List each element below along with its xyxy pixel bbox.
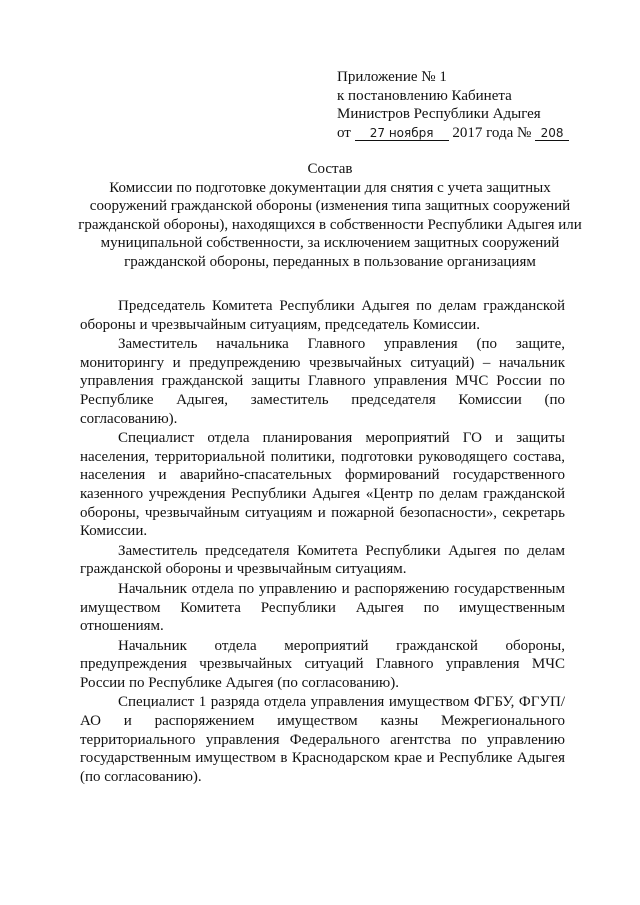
year-text: 2017 года №: [452, 124, 532, 141]
title-subheading: Комиссии по подготовке документации для снятия с учета защитных сооружений гражданской обороны (изменения типа защитных сооружений гражданской обороны), находящихся в собственности Республики Адыгея или муниципальной собственности, за исключением защитных сооружений гражданской обороны, переданных в пользование организациям: [78, 179, 582, 270]
handwritten-date: 27 ноября: [355, 126, 449, 141]
member-paragraph: Специалист 1 разряда отдела управления имуществом ФГБУ, ФГУП/АО и распоряжением имуществом казны Межрегионального территориального управления Федерального агентства по управлению государственным имуществом в Краснодарском крае и Республике Адыгея (по согласованию).: [80, 694, 565, 785]
member-paragraph: Специалист отдела планирования мероприятий ГО и защиты населения, территориальной политики, подготовки руководящего состава, населения и аварийно-спасательных формирований государственного казенного учреждения Республики Адыгея «Центр по делам гражданской обороны, чрезвычайным ситуациям и пожарной безопасности», секретарь Комиссии.: [80, 430, 565, 540]
members-list: [80, 297, 565, 787]
annex-header: [337, 68, 577, 142]
date-prefix: от: [337, 124, 351, 141]
member-paragraph: Начальник отдела мероприятий гражданской обороны, предупреждения чрезвычайных ситуаций Главного управления МЧС России по Республике Адыгея (по согласованию).: [80, 637, 565, 691]
document-title: [70, 160, 590, 271]
handwritten-number: 208: [535, 126, 569, 141]
title-heading: Состав: [307, 161, 353, 177]
member-paragraph: Заместитель председателя Комитета Республики Адыгея по делам гражданской обороны и чрезвычайным ситуациям.: [80, 542, 565, 578]
annex-date-line: [337, 124, 577, 143]
member-paragraph: Председатель Комитета Республики Адыгея по делам гражданской обороны и чрезвычайным ситуациям, председатель Комиссии.: [80, 298, 565, 333]
annex-line-1: Приложение № 1: [337, 69, 447, 85]
member-paragraph: Заместитель начальника Главного управления (по защите, мониторингу и предупреждению чрезвычайных ситуаций) – начальник управления гражданской защиты Главного управления МЧС России по Республике Адыгея, заместитель председателя Комиссии (по согласованию).: [80, 336, 565, 427]
annex-line-2: к постановлению Кабинета: [337, 87, 512, 104]
annex-line-3: Министров Республики Адыгея: [337, 106, 541, 122]
member-paragraph: Начальник отдела по управлению и распоряжению государственным имуществом Комитета Республики Адыгея по имущественным отношениям.: [80, 580, 565, 635]
